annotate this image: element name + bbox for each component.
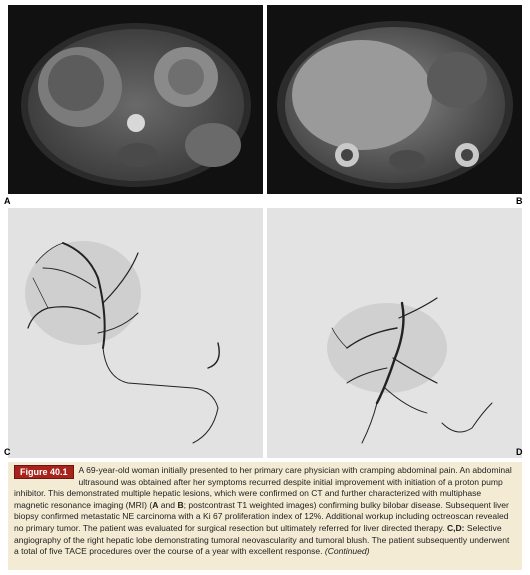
caption-text-2: and bbox=[158, 499, 178, 510]
panel-b-mri-image bbox=[267, 5, 522, 194]
caption-ref-a: A bbox=[152, 499, 159, 510]
panel-d-label: D bbox=[516, 447, 523, 457]
caption-text-1: A 69-year-old woman initially presented to her primary care physician with cramping abdominal pain. An abdominal ultrasound was obtained after her symptoms recurred despite initial improvement with initiation of a proton pump inhibitor. This demonstrated multiple hepatic lesions, which were confirmed on CT and further characterized with multiphase magnetic resonance imaging (MRI) ( bbox=[14, 465, 512, 510]
figure-caption bbox=[8, 462, 522, 570]
caption-text-3: ; postcontrast T1 weighted images) confirming bulky bilobar disease. Subsequent liver biopsy confirmed metastatic NE carcinoma with a Ki 67 proliferation index of 12%. Additional workup including octreoscan revealed no primary tumor. The patient was evaluated for surgical resection but ultimately referred for liver directed therapy. bbox=[14, 499, 509, 533]
caption-text-4: Selective angiography of the right hepatic lobe demonstrating tumoral neovascularity and tumoral blush. The patient subsequently underwent a total of five TACE procedures over the course of a year with excellent response. bbox=[14, 522, 510, 557]
caption-ref-b: B bbox=[177, 499, 184, 510]
panel-d-angiography-image bbox=[267, 208, 522, 458]
panel-c-label: C bbox=[4, 447, 11, 457]
panel-b-label: B bbox=[516, 196, 523, 206]
caption-continued: (Continued) bbox=[324, 546, 370, 557]
panel-c-angiography-image bbox=[8, 208, 263, 458]
caption-ref-cd: C,D: bbox=[446, 522, 465, 533]
panel-a-label: A bbox=[4, 196, 11, 206]
panel-a-mri-image bbox=[8, 5, 263, 194]
figure-label: Figure 40.1 bbox=[14, 465, 74, 479]
